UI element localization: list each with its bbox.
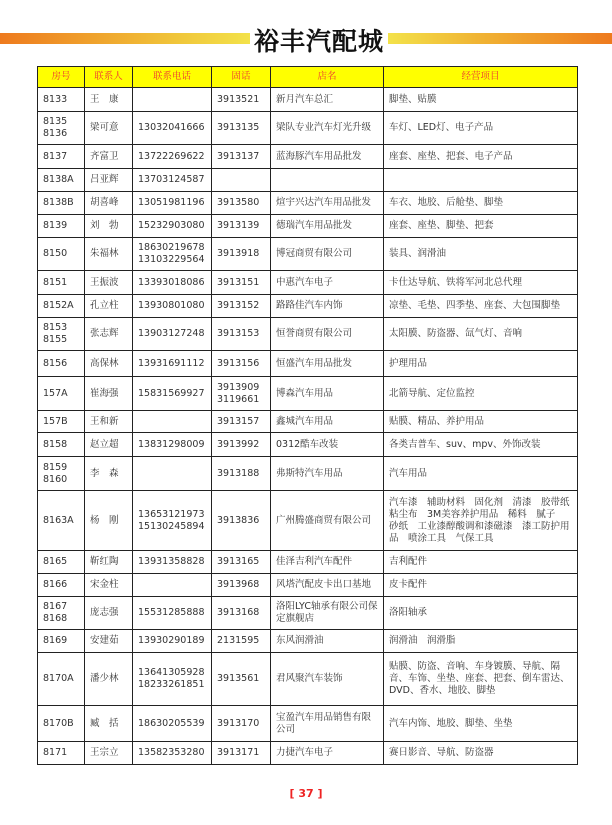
cell-contact: 刘 勃 bbox=[85, 215, 133, 238]
cell-phone: 13931691112 bbox=[133, 351, 212, 377]
cell-landline: 3913139 bbox=[212, 215, 271, 238]
cell-business-scope: 太阳膜、防盗器、氙气灯、音响 bbox=[384, 318, 578, 351]
cell-contact: 庞志强 bbox=[85, 597, 133, 630]
table-row bbox=[38, 88, 578, 112]
cell-contact: 李 森 bbox=[85, 457, 133, 491]
table-row bbox=[38, 653, 578, 706]
cell-contact: 吕亚辉 bbox=[85, 169, 133, 192]
column-header-room-number: 房号 bbox=[38, 67, 85, 88]
cell-business-scope: 车灯、LED灯、电子产品 bbox=[384, 112, 578, 145]
table-row bbox=[38, 271, 578, 295]
cell-landline: 3913137 bbox=[212, 145, 271, 169]
cell-store-name: 博冠商贸有限公司 bbox=[271, 238, 384, 271]
cell-room-number: 8139 bbox=[38, 215, 85, 238]
cell-landline: 3913156 bbox=[212, 351, 271, 377]
cell-contact: 臧 括 bbox=[85, 706, 133, 742]
cell-store-name: 0312酷车改装 bbox=[271, 433, 384, 457]
cell-store-name: 中惠汽车电子 bbox=[271, 271, 384, 295]
cell-landline: 3913135 bbox=[212, 112, 271, 145]
column-header-store-name: 店名 bbox=[271, 67, 384, 88]
cell-landline: 3913165 bbox=[212, 551, 271, 574]
cell-landline: 3913580 bbox=[212, 192, 271, 215]
cell-room-number: 8137 bbox=[38, 145, 85, 169]
cell-phone: 13931358828 bbox=[133, 551, 212, 574]
title-band-left bbox=[0, 33, 250, 44]
table-row bbox=[38, 706, 578, 742]
cell-room-number: 8153 8155 bbox=[38, 318, 85, 351]
cell-room-number: 8170A bbox=[38, 653, 85, 706]
table-row bbox=[38, 433, 578, 457]
cell-landline: 3913909 3119661 bbox=[212, 377, 271, 411]
cell-room-number: 157A bbox=[38, 377, 85, 411]
cell-store-name: 蓝海豚汽车用品批发 bbox=[271, 145, 384, 169]
cell-store-name: 洛阳LYC轴承有限公司保定旗舰店 bbox=[271, 597, 384, 630]
cell-business-scope: 北箭导航、定位监控 bbox=[384, 377, 578, 411]
table-row bbox=[38, 318, 578, 351]
cell-contact: 王 康 bbox=[85, 88, 133, 112]
cell-business-scope: 护理用品 bbox=[384, 351, 578, 377]
cell-phone: 13831298009 bbox=[133, 433, 212, 457]
cell-business-scope: 各类吉普车、suv、mpv、外饰改装 bbox=[384, 433, 578, 457]
cell-room-number: 8152A bbox=[38, 295, 85, 318]
cell-landline: 3913918 bbox=[212, 238, 271, 271]
cell-contact: 潘少林 bbox=[85, 653, 133, 706]
cell-store-name: 梁队专业汽车灯光升级 bbox=[271, 112, 384, 145]
cell-business-scope: 车衣、地胶、后舱垫、脚垫 bbox=[384, 192, 578, 215]
cell-landline: 3913152 bbox=[212, 295, 271, 318]
cell-room-number: 157B bbox=[38, 411, 85, 433]
cell-room-number: 8159 8160 bbox=[38, 457, 85, 491]
cell-store-name: 路路佳汽车内饰 bbox=[271, 295, 384, 318]
cell-room-number: 8138B bbox=[38, 192, 85, 215]
cell-phone: 18630205539 bbox=[133, 706, 212, 742]
cell-store-name: 君风聚汽车装饰 bbox=[271, 653, 384, 706]
cell-contact: 赵立超 bbox=[85, 433, 133, 457]
cell-store-name: 鑫城汽车用品 bbox=[271, 411, 384, 433]
cell-store-name: 恒盛汽车用品批发 bbox=[271, 351, 384, 377]
cell-contact: 齐富卫 bbox=[85, 145, 133, 169]
cell-phone: 15831569927 bbox=[133, 377, 212, 411]
cell-contact: 朱福林 bbox=[85, 238, 133, 271]
cell-landline: 2131595 bbox=[212, 630, 271, 653]
table-row bbox=[38, 112, 578, 145]
cell-business-scope: 润滑油 润滑脂 bbox=[384, 630, 578, 653]
cell-store-name: 风塔汽配皮卡出口基地 bbox=[271, 574, 384, 597]
cell-store-name: 弗斯特汽车用品 bbox=[271, 457, 384, 491]
cell-contact: 崔海强 bbox=[85, 377, 133, 411]
column-header-business-scope: 经营项目 bbox=[384, 67, 578, 88]
cell-business-scope: 座套、座垫、把套、电子产品 bbox=[384, 145, 578, 169]
cell-landline: 3913157 bbox=[212, 411, 271, 433]
table-header-row bbox=[38, 67, 578, 88]
cell-landline bbox=[212, 169, 271, 192]
cell-business-scope: 汽车漆 辅助材料 固化剂 清漆 胶带纸 粘尘布 3M美容养护用品 稀料 腻子 砂纸 工业漆醇酸调和漆磁漆 漆工防护用品 喷涂工具 气保工具 bbox=[384, 491, 578, 551]
cell-contact: 靳红陶 bbox=[85, 551, 133, 574]
table-row bbox=[38, 238, 578, 271]
cell-store-name: 广州腾盛商贸有限公司 bbox=[271, 491, 384, 551]
cell-room-number: 8163A bbox=[38, 491, 85, 551]
cell-room-number: 8171 bbox=[38, 742, 85, 765]
cell-contact: 胡喜峰 bbox=[85, 192, 133, 215]
cell-phone: 13032041666 bbox=[133, 112, 212, 145]
cell-business-scope: 汽车用品 bbox=[384, 457, 578, 491]
cell-store-name: 宝盈汽车用品销售有限公司 bbox=[271, 706, 384, 742]
cell-business-scope: 吉利配件 bbox=[384, 551, 578, 574]
cell-business-scope: 凉垫、毛垫、四季垫、座套、大包围脚垫 bbox=[384, 295, 578, 318]
cell-room-number: 8133 bbox=[38, 88, 85, 112]
cell-landline: 3913168 bbox=[212, 597, 271, 630]
directory-table bbox=[37, 66, 578, 765]
table-row bbox=[38, 742, 578, 765]
cell-phone bbox=[133, 88, 212, 112]
cell-business-scope: 洛阳轴承 bbox=[384, 597, 578, 630]
cell-contact: 孔立柱 bbox=[85, 295, 133, 318]
table-row bbox=[38, 169, 578, 192]
table-row bbox=[38, 491, 578, 551]
cell-phone: 13903127248 bbox=[133, 318, 212, 351]
cell-business-scope: 脚垫、贴膜 bbox=[384, 88, 578, 112]
cell-contact: 王和新 bbox=[85, 411, 133, 433]
cell-room-number: 8170B bbox=[38, 706, 85, 742]
cell-room-number: 8156 bbox=[38, 351, 85, 377]
cell-landline: 3913968 bbox=[212, 574, 271, 597]
cell-store-name: 力捷汽车电子 bbox=[271, 742, 384, 765]
cell-phone: 15232903080 bbox=[133, 215, 212, 238]
cell-landline: 3913151 bbox=[212, 271, 271, 295]
column-header-phone: 联系电话 bbox=[133, 67, 212, 88]
table-row bbox=[38, 215, 578, 238]
cell-phone: 13582353280 bbox=[133, 742, 212, 765]
cell-landline: 3913171 bbox=[212, 742, 271, 765]
table-row bbox=[38, 377, 578, 411]
table-row bbox=[38, 351, 578, 377]
cell-phone: 13703124587 bbox=[133, 169, 212, 192]
cell-store-name: 博森汽车用品 bbox=[271, 377, 384, 411]
cell-business-scope: 汽车内饰、地胶、脚垫、坐垫 bbox=[384, 706, 578, 742]
cell-store-name: 新月汽车总汇 bbox=[271, 88, 384, 112]
table-row bbox=[38, 574, 578, 597]
cell-phone: 13393018086 bbox=[133, 271, 212, 295]
cell-contact: 高保林 bbox=[85, 351, 133, 377]
cell-business-scope: 贴膜、精品、养护用品 bbox=[384, 411, 578, 433]
cell-contact: 安建茹 bbox=[85, 630, 133, 653]
cell-phone: 13641305928 18233261851 bbox=[133, 653, 212, 706]
cell-phone: 18630219678 13103229564 bbox=[133, 238, 212, 271]
column-header-landline: 固话 bbox=[212, 67, 271, 88]
title-band-right bbox=[388, 33, 612, 44]
cell-room-number: 8158 bbox=[38, 433, 85, 457]
cell-store-name bbox=[271, 169, 384, 192]
cell-phone: 13930801080 bbox=[133, 295, 212, 318]
cell-store-name: 德瑞汽车用品批发 bbox=[271, 215, 384, 238]
cell-room-number: 8135 8136 bbox=[38, 112, 85, 145]
cell-contact: 张志辉 bbox=[85, 318, 133, 351]
cell-business-scope: 贴膜、防盗、音响、车身镀膜、导航、隔音、车饰、坐垫、座套、把套、倒车雷达、DVD、香水、地胶、脚垫 bbox=[384, 653, 578, 706]
table-row bbox=[38, 145, 578, 169]
cell-store-name: 恒誉商贸有限公司 bbox=[271, 318, 384, 351]
cell-contact: 杨 刚 bbox=[85, 491, 133, 551]
cell-contact: 梁可意 bbox=[85, 112, 133, 145]
cell-store-name: 东风润滑油 bbox=[271, 630, 384, 653]
cell-room-number: 8150 bbox=[38, 238, 85, 271]
cell-business-scope: 装具、润滑油 bbox=[384, 238, 578, 271]
cell-store-name: 煊宇兴达汽车用品批发 bbox=[271, 192, 384, 215]
cell-phone: 15531285888 bbox=[133, 597, 212, 630]
cell-contact: 宋金柱 bbox=[85, 574, 133, 597]
cell-phone bbox=[133, 574, 212, 597]
cell-phone: 13653121973 15130245894 bbox=[133, 491, 212, 551]
cell-phone: 13930290189 bbox=[133, 630, 212, 653]
table-row bbox=[38, 551, 578, 574]
cell-phone: 13722269622 bbox=[133, 145, 212, 169]
table-row bbox=[38, 457, 578, 491]
cell-business-scope: 赛日影音、导航、防盗器 bbox=[384, 742, 578, 765]
cell-landline: 3913992 bbox=[212, 433, 271, 457]
cell-landline: 3913836 bbox=[212, 491, 271, 551]
cell-room-number: 8138A bbox=[38, 169, 85, 192]
cell-phone bbox=[133, 411, 212, 433]
cell-room-number: 8167 8168 bbox=[38, 597, 85, 630]
cell-store-name: 佳泽吉利汽车配件 bbox=[271, 551, 384, 574]
page-title: 裕丰汽配城 bbox=[253, 27, 384, 56]
table-row bbox=[38, 192, 578, 215]
cell-contact: 王宗立 bbox=[85, 742, 133, 765]
cell-landline: 3913561 bbox=[212, 653, 271, 706]
column-header-contact: 联系人 bbox=[85, 67, 133, 88]
page-number: [ 37 ] bbox=[289, 787, 323, 800]
cell-room-number: 8151 bbox=[38, 271, 85, 295]
cell-business-scope bbox=[384, 169, 578, 192]
table-row bbox=[38, 411, 578, 433]
cell-business-scope: 卡仕达导航、铁将军河北总代理 bbox=[384, 271, 578, 295]
cell-room-number: 8169 bbox=[38, 630, 85, 653]
table-row bbox=[38, 630, 578, 653]
cell-phone: 13051981196 bbox=[133, 192, 212, 215]
table-row bbox=[38, 295, 578, 318]
cell-phone bbox=[133, 457, 212, 491]
cell-contact: 王振波 bbox=[85, 271, 133, 295]
cell-business-scope: 座套、座垫、脚垫、把套 bbox=[384, 215, 578, 238]
cell-room-number: 8165 bbox=[38, 551, 85, 574]
table-row bbox=[38, 597, 578, 630]
cell-landline: 3913521 bbox=[212, 88, 271, 112]
cell-landline: 3913153 bbox=[212, 318, 271, 351]
cell-room-number: 8166 bbox=[38, 574, 85, 597]
cell-business-scope: 皮卡配件 bbox=[384, 574, 578, 597]
cell-landline: 3913170 bbox=[212, 706, 271, 742]
cell-landline: 3913188 bbox=[212, 457, 271, 491]
